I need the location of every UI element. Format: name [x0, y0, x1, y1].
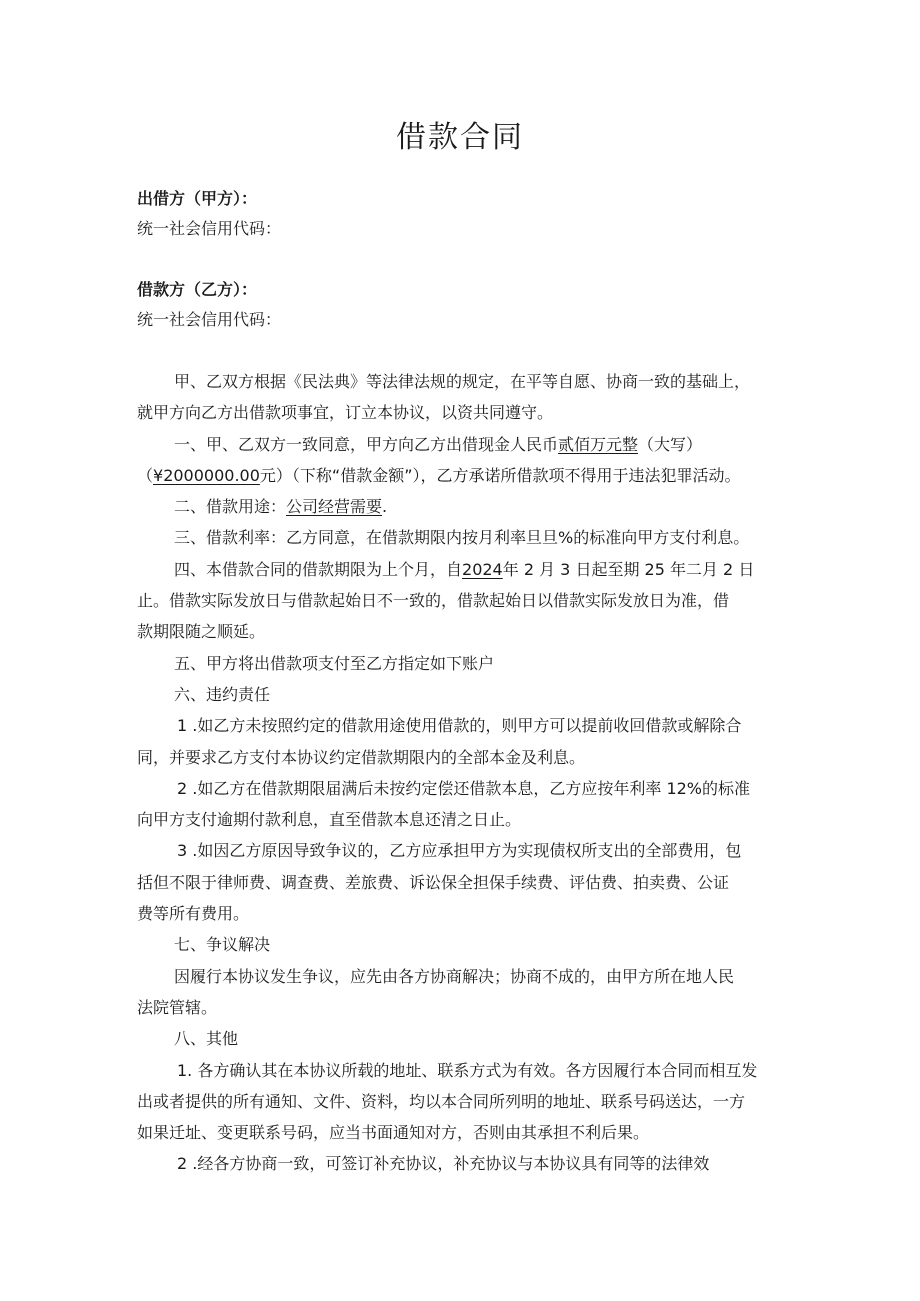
clause-4-text-b: 年 2 月 3 日起至期 25 年二月 2 日: [502, 559, 755, 579]
intro-line-2: 就甲方向乙方出借款项事宜，订立本协议，以资共同遵守。: [137, 403, 554, 423]
clause-8-2-line-1: 2 .经各方协商一致，可签订补充协议，补充协议与本协议具有同等的法律效: [177, 1154, 710, 1174]
clause-6-2-line-1: 2 .如乙方在借款期限届满后未按约定偿还借款本息，乙方应按年利率 12%的标准: [177, 778, 751, 798]
clause-8-1-line-2: 出或者提供的所有通知、文件、资料，均以本合同所列明的地址、联系号码送达，一方: [137, 1091, 746, 1111]
clause-4-line-2: 止。借款实际发放日与借款起始日不一致的，借款起始日以借款实际发放日为准，借: [137, 591, 730, 611]
clause-1-text-d: 元）（下称“借款金额”），乙方承诺所借款项不得用于违法犯罪活动。: [259, 465, 741, 485]
clause-6-3-line-1: 3 .如因乙方原因导致争议的，乙方应承担甲方为实现债权所支出的全部费用，包: [177, 841, 742, 861]
lender-code-label: 统一社会信用代码：: [137, 219, 282, 238]
loan-amount-words: 贰佰万元整: [558, 434, 639, 454]
lender-section: [137, 184, 281, 244]
clause-6-2-line-2: 向甲方支付逾期付款利息，直至借款本息还清之日止。: [137, 810, 522, 830]
borrower-code-label: 统一社会信用代码：: [137, 310, 282, 329]
clause-2: [137, 491, 787, 522]
clause-6-3-line-2: 括但不限于律师费、调查费、差旅费、诉讼保全担保手续费、评估费、拍卖费、公证: [137, 872, 730, 892]
clause-7-line-2: 法院管辖。: [137, 997, 218, 1017]
clause-4-line-1: [137, 554, 787, 585]
clause-6-3-line-3: 费等所有费用。: [137, 904, 250, 924]
clause-1-text-c: （: [137, 465, 154, 485]
clause-8-heading: 八、其他: [174, 1029, 239, 1049]
borrower-label: 借款方（乙方）：: [137, 280, 258, 299]
loan-purpose: 公司经营需要: [286, 497, 383, 517]
clause-3: 三、借款利率：乙方同意，在借款期限内按月利率旦旦%的标准向甲方支付利息。: [174, 528, 750, 548]
clause-6-heading: 六、违约责任: [174, 684, 271, 704]
borrower-section: [137, 275, 281, 335]
intro-line-1: 甲、乙双方根据《民法典》等法律法规的规定，在平等自愿、协商一致的基础上，: [174, 372, 751, 391]
clause-6-1-line-1: 1 .如乙方未按照约定的借款用途使用借款的，则甲方可以提前收回借款或解除合: [177, 716, 742, 736]
clause-7-heading: 七、争议解决: [174, 935, 271, 955]
contract-body: [137, 366, 787, 1180]
clause-8-1-line-3: 如果迁址、变更联系号码，应当书面通知对方，否则由其承担不利后果。: [137, 1123, 650, 1143]
clause-6-1-line-2: 同，并要求乙方支付本协议约定借款期限内的全部本金及利息。: [137, 747, 586, 767]
page-title: 借款合同: [396, 120, 524, 155]
lender-label: 出借方（甲方）：: [137, 189, 258, 208]
clause-1-line-2: [137, 460, 787, 491]
clause-1-text-b: （大写）: [638, 434, 703, 454]
clause-4-line-3: 款期限随之顺延。: [137, 622, 266, 642]
clause-7-line-1: 因履行本协议发生争议，应先由各方协商解决；协商不成的，由甲方所在地人民: [174, 966, 735, 986]
clause-1-text-a: 一、甲、乙双方一致同意，甲方向乙方出借现金人民币: [174, 434, 559, 454]
clause-2-text-b: .: [382, 497, 388, 517]
loan-amount-number: ¥2000000.00: [153, 465, 260, 485]
loan-start-year: 2024: [462, 559, 503, 579]
clause-8-1-line-1: 1. 各方确认其在本协议所载的地址、联系方式为有效。各方因履行本合同而相互发: [177, 1060, 758, 1080]
clause-1-line-1: [137, 429, 787, 460]
clause-4-text-a: 四、本借款合同的借款期限为上个月，自: [174, 559, 463, 579]
clause-2-text-a: 二、借款用途：: [174, 497, 287, 517]
clause-5: 五、甲方将出借款项支付至乙方指定如下账户: [174, 653, 495, 673]
